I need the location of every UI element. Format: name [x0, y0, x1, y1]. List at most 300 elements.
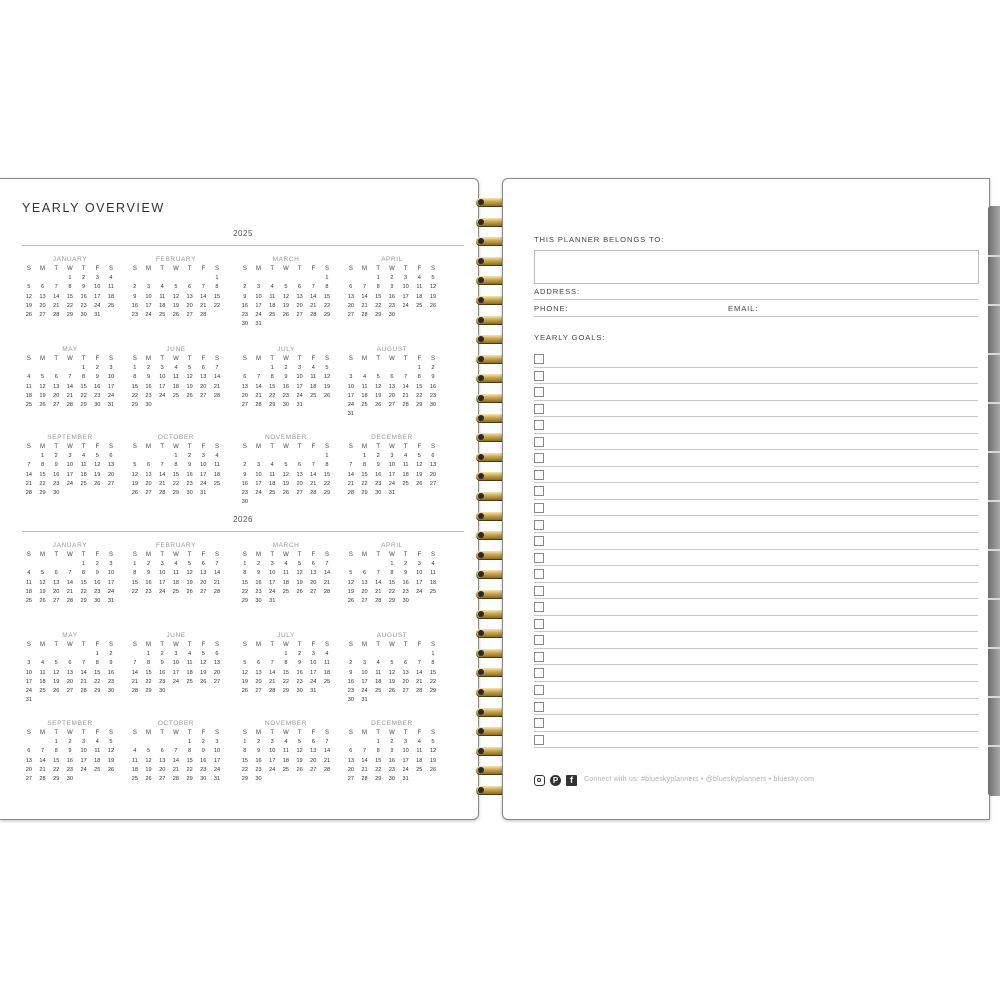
day-number: 29: [361, 489, 368, 496]
day-number: 27: [213, 678, 221, 685]
day-number: 28: [200, 311, 207, 318]
goal-row[interactable]: [534, 665, 978, 682]
day-number: 31: [388, 489, 396, 496]
goal-checkbox[interactable]: [534, 602, 544, 612]
day-number: 17: [388, 471, 396, 478]
blank-day: [252, 452, 266, 461]
goal-checkbox[interactable]: [534, 503, 544, 513]
day-number: 6: [404, 660, 408, 667]
goal-checkbox[interactable]: [534, 718, 544, 728]
blank-day: [63, 560, 77, 569]
goal-row[interactable]: [534, 483, 978, 500]
day-number: 13: [200, 570, 207, 577]
weekday-header: S: [348, 356, 353, 362]
day-number: 27: [107, 480, 115, 487]
day-number: 9: [404, 570, 408, 577]
day-number: 12: [416, 462, 423, 469]
day-number: 7: [325, 739, 329, 746]
day-number: 6: [256, 660, 261, 667]
day-number: 9: [284, 374, 288, 381]
day-number: 24: [107, 588, 115, 595]
day-number: 23: [66, 766, 74, 773]
weekday-header: W: [67, 730, 73, 736]
open-planner: [0, 178, 1000, 820]
blank-day: [344, 560, 358, 569]
day-number: 28: [361, 775, 368, 782]
goal-checkbox[interactable]: [534, 668, 544, 678]
weekday-header: M: [40, 356, 46, 362]
day-number: 1: [390, 561, 394, 568]
day-number: 6: [109, 453, 113, 460]
goal-checkbox[interactable]: [534, 586, 544, 596]
instagram-icon[interactable]: [534, 775, 545, 786]
day-number: 14: [213, 570, 221, 577]
goal-checkbox[interactable]: [534, 437, 544, 447]
day-number: 25: [269, 489, 276, 496]
day-number: 26: [145, 775, 152, 782]
pinterest-icon[interactable]: P: [550, 775, 561, 786]
goal-row[interactable]: [534, 550, 978, 567]
day-number: 9: [109, 660, 113, 667]
goal-checkbox[interactable]: [534, 536, 544, 546]
tab-divider: [988, 598, 1000, 600]
blank-day: [344, 452, 358, 461]
phone-email-line[interactable]: [534, 316, 978, 317]
day-number: 18: [282, 757, 290, 764]
day-number: 3: [109, 365, 113, 372]
day-number: 31: [296, 401, 303, 408]
day-number: 28: [80, 687, 87, 694]
weekday-header: S: [108, 642, 113, 648]
goal-row[interactable]: [534, 616, 978, 633]
day-number: 9: [243, 293, 247, 300]
day-number: 23: [255, 588, 262, 595]
day-number: 1: [82, 561, 86, 568]
day-number: 3: [109, 561, 113, 568]
day-number: 7: [27, 462, 31, 469]
day-number: 4: [109, 275, 113, 282]
weekday-header: S: [214, 266, 219, 272]
day-number: 5: [284, 462, 288, 469]
day-number: 5: [325, 365, 329, 372]
day-number: 14: [213, 374, 221, 381]
day-number: 8: [243, 570, 247, 577]
blank-day: [293, 274, 307, 283]
goal-checkbox[interactable]: [534, 420, 544, 430]
day-number: 4: [27, 374, 31, 381]
day-number: 2: [349, 660, 353, 667]
day-number: 29: [39, 489, 46, 496]
day-number: 28: [255, 401, 262, 408]
day-number: 19: [39, 588, 46, 595]
day-number: 22: [323, 480, 331, 487]
day-number: 19: [429, 293, 437, 300]
day-number: 3: [362, 660, 367, 667]
blank-day: [265, 650, 279, 659]
month-name: JULY: [277, 346, 295, 353]
day-number: 26: [416, 480, 423, 487]
day-number: 17: [200, 471, 207, 478]
goal-checkbox[interactable]: [534, 635, 544, 645]
weekday-header: M: [256, 552, 262, 558]
day-number: 20: [66, 678, 74, 685]
day-number: 9: [95, 374, 99, 381]
day-number: 4: [311, 365, 315, 372]
day-number: 25: [310, 392, 317, 399]
day-number: 15: [241, 757, 248, 764]
day-number: 1: [188, 739, 192, 746]
goal-checkbox[interactable]: [534, 702, 544, 712]
day-number: 16: [145, 383, 152, 390]
weekday-header: T: [376, 552, 381, 558]
day-number: 21: [213, 383, 221, 390]
day-number: 10: [159, 570, 166, 577]
day-number: 4: [82, 453, 86, 460]
blank-day: [196, 274, 210, 283]
day-number: 11: [173, 374, 179, 381]
weekday-header: W: [283, 552, 289, 558]
day-number: 15: [375, 293, 382, 300]
blank-day: [49, 274, 63, 283]
goal-checkbox[interactable]: [534, 486, 544, 496]
day-number: 18: [172, 383, 180, 390]
day-number: 30: [145, 401, 152, 408]
goal-row[interactable]: [534, 417, 978, 434]
day-number: 5: [27, 284, 31, 291]
blank-day: [279, 452, 293, 461]
day-number: 2: [243, 284, 247, 291]
goal-row[interactable]: [534, 500, 978, 517]
day-number: 26: [388, 687, 396, 694]
day-number: 8: [54, 748, 58, 755]
weekday-header: S: [214, 552, 219, 558]
day-number: 21: [323, 757, 331, 764]
weekday-header: S: [214, 356, 219, 362]
weekday-header: F: [311, 552, 316, 558]
goal-row[interactable]: [534, 401, 978, 418]
goal-row[interactable]: [534, 368, 978, 385]
day-number: 18: [310, 383, 317, 390]
month-name: JANUARY: [52, 256, 88, 263]
day-number: 24: [269, 588, 276, 595]
day-number: 25: [269, 311, 276, 318]
day-number: 11: [80, 462, 87, 469]
blank-day: [128, 274, 142, 283]
belongs-to-label: THIS PLANNER BELONGS TO:: [534, 235, 665, 244]
weekday-header: T: [376, 730, 381, 736]
day-number: 11: [131, 757, 138, 764]
day-number: 17: [361, 678, 368, 685]
day-number: 10: [269, 748, 276, 755]
month-name: JUNE: [166, 346, 186, 353]
blank-day: [344, 274, 358, 283]
blank-day: [22, 650, 36, 659]
weekday-header: S: [348, 266, 353, 272]
goal-checkbox[interactable]: [534, 652, 544, 662]
goal-checkbox[interactable]: [534, 569, 544, 579]
day-number: 31: [255, 321, 262, 328]
goal-checkbox[interactable]: [534, 520, 544, 530]
day-number: 15: [131, 579, 138, 586]
weekday-header: T: [54, 266, 59, 272]
weekday-header: W: [389, 444, 395, 450]
day-number: 11: [25, 579, 32, 586]
month-day-grid: [344, 551, 440, 606]
day-number: 11: [310, 374, 317, 381]
goal-checkbox[interactable]: [534, 735, 544, 745]
day-number: 10: [107, 570, 115, 577]
day-number: 29: [269, 401, 276, 408]
day-number: 5: [390, 660, 394, 667]
weekday-header: S: [132, 552, 137, 558]
day-number: 5: [243, 660, 247, 667]
day-number: 17: [94, 293, 101, 300]
day-number: 2: [256, 561, 261, 568]
day-number: 29: [429, 687, 437, 694]
day-number: 15: [39, 471, 46, 478]
day-number: 1: [82, 365, 86, 372]
day-number: 11: [402, 462, 409, 469]
goal-checkbox[interactable]: [534, 470, 544, 480]
goal-checkbox[interactable]: [534, 354, 544, 364]
day-number: 8: [82, 374, 86, 381]
weekday-header: M: [40, 444, 46, 450]
day-number: 5: [201, 651, 205, 658]
day-number: 14: [66, 383, 74, 390]
blank-day: [358, 738, 372, 747]
day-number: 13: [107, 462, 115, 469]
day-number: 10: [402, 748, 409, 755]
day-number: 8: [431, 660, 435, 667]
day-number: 11: [375, 669, 382, 676]
day-number: 24: [159, 588, 166, 595]
day-number: 19: [375, 392, 382, 399]
month-calendar: [22, 719, 118, 784]
goal-row[interactable]: [534, 632, 978, 649]
blank-day: [412, 650, 426, 659]
month-calendar: [128, 255, 224, 320]
day-number: 19: [172, 302, 180, 309]
day-number: 3: [256, 284, 261, 291]
day-number: 3: [270, 561, 274, 568]
weekday-header: T: [376, 266, 381, 272]
day-number: 6: [349, 284, 353, 291]
day-number: 8: [284, 660, 288, 667]
day-number: 22: [323, 302, 331, 309]
day-number: 3: [417, 561, 421, 568]
day-number: 17: [80, 757, 87, 764]
day-number: 27: [361, 597, 368, 604]
weekday-header: M: [146, 642, 152, 648]
weekday-header: W: [389, 356, 395, 362]
goal-row[interactable]: [534, 715, 978, 732]
day-number: 8: [390, 570, 394, 577]
day-number: 19: [323, 383, 331, 390]
day-number: 13: [429, 462, 437, 469]
goal-row[interactable]: [534, 649, 978, 666]
blank-day: [252, 274, 266, 283]
day-number: 27: [296, 489, 303, 496]
goal-row[interactable]: [534, 533, 978, 550]
day-number: 19: [282, 480, 290, 487]
day-number: 12: [186, 374, 193, 381]
day-number: 5: [284, 284, 288, 291]
day-number: 23: [255, 766, 262, 773]
day-number: 16: [159, 669, 166, 676]
day-number: 3: [82, 739, 86, 746]
weekday-header: T: [81, 444, 86, 450]
weekday-header: W: [389, 552, 395, 558]
month-calendar: [238, 631, 334, 696]
weekday-header: S: [108, 730, 113, 736]
goal-row[interactable]: [534, 566, 978, 583]
day-number: 3: [270, 739, 274, 746]
year-label: 2026: [233, 515, 253, 524]
day-number: 8: [133, 570, 137, 577]
day-number: 6: [243, 374, 247, 381]
day-number: 14: [269, 669, 276, 676]
goal-checkbox[interactable]: [534, 619, 544, 629]
day-number: 10: [145, 293, 152, 300]
month-day-grid: [238, 443, 334, 507]
day-number: 22: [429, 678, 437, 685]
goal-checkbox[interactable]: [534, 404, 544, 414]
address-line[interactable]: [534, 299, 978, 300]
day-number: 21: [323, 579, 331, 586]
day-number: 30: [94, 401, 101, 408]
day-number: 10: [159, 374, 166, 381]
day-number: 1: [40, 453, 45, 460]
day-number: 7: [160, 462, 164, 469]
day-number: 21: [361, 302, 368, 309]
day-number: 10: [94, 284, 101, 291]
day-number: 10: [388, 462, 396, 469]
day-number: 28: [66, 597, 74, 604]
day-number: 4: [95, 739, 99, 746]
weekday-header: W: [173, 642, 179, 648]
day-number: 25: [282, 766, 290, 773]
goal-row[interactable]: [534, 583, 978, 600]
day-number: 25: [361, 401, 368, 408]
month-day-grid: [22, 443, 118, 498]
goal-row[interactable]: [534, 450, 978, 467]
blank-day: [344, 364, 358, 373]
goal-row[interactable]: [534, 599, 978, 616]
weekday-header: S: [242, 356, 247, 362]
goal-row[interactable]: [534, 384, 978, 401]
day-number: 15: [416, 383, 423, 390]
goal-checkbox[interactable]: [534, 453, 544, 463]
day-number: 16: [107, 669, 115, 676]
month-name: MARCH: [272, 256, 300, 263]
day-number: 23: [107, 678, 115, 685]
goal-row[interactable]: [534, 467, 978, 484]
day-number: 11: [39, 669, 46, 676]
day-number: 25: [186, 678, 193, 685]
day-number: 3: [215, 739, 219, 746]
day-number: 5: [146, 748, 151, 755]
goal-checkbox[interactable]: [534, 387, 544, 397]
goal-row[interactable]: [534, 434, 978, 451]
facebook-icon[interactable]: f: [566, 775, 577, 786]
day-number: 28: [375, 597, 382, 604]
day-number: 2: [82, 275, 86, 282]
goal-row[interactable]: [534, 351, 978, 368]
day-number: 3: [404, 275, 408, 282]
blank-day: [385, 650, 399, 659]
weekday-header: S: [242, 642, 247, 648]
goal-row[interactable]: [534, 517, 978, 534]
day-number: 31: [25, 697, 32, 704]
day-number: 29: [66, 311, 74, 318]
day-number: 4: [174, 561, 178, 568]
month-tabs[interactable]: [988, 206, 1000, 796]
day-number: 2: [256, 739, 261, 746]
owner-name-box[interactable]: [534, 250, 979, 284]
day-number: 12: [282, 471, 290, 478]
month-calendar: [344, 631, 440, 705]
day-number: 6: [201, 561, 205, 568]
weekday-header: S: [348, 444, 353, 450]
goal-checkbox[interactable]: [534, 685, 544, 695]
day-number: 29: [282, 687, 290, 694]
day-number: 23: [94, 588, 101, 595]
goal-row[interactable]: [534, 699, 978, 716]
day-number: 24: [296, 392, 303, 399]
day-number: 23: [94, 392, 101, 399]
weekday-header: S: [242, 444, 247, 450]
day-number: 13: [255, 669, 262, 676]
day-number: 19: [107, 757, 115, 764]
weekday-header: F: [201, 730, 206, 736]
day-number: 21: [200, 302, 207, 309]
day-number: 10: [416, 570, 423, 577]
goal-checkbox[interactable]: [534, 553, 544, 563]
day-number: 18: [402, 471, 409, 478]
blank-day: [128, 650, 142, 659]
day-number: 26: [186, 588, 193, 595]
year-divider: [22, 245, 464, 246]
day-number: 15: [361, 471, 368, 478]
day-number: 9: [256, 748, 261, 755]
goal-checkbox[interactable]: [534, 371, 544, 381]
day-number: 30: [94, 597, 101, 604]
weekday-header: T: [270, 552, 275, 558]
goal-row[interactable]: [534, 732, 978, 749]
day-number: 30: [255, 597, 262, 604]
day-number: 5: [431, 275, 435, 282]
goal-row[interactable]: [534, 682, 978, 699]
weekday-header: W: [283, 730, 289, 736]
day-number: 25: [375, 687, 382, 694]
day-number: 8: [133, 374, 137, 381]
day-number: 28: [416, 687, 423, 694]
day-number: 19: [296, 757, 303, 764]
weekday-header: T: [160, 356, 165, 362]
day-number: 26: [282, 489, 290, 496]
goal-line: [534, 747, 978, 748]
day-number: 12: [200, 660, 207, 667]
day-number: 3: [160, 365, 164, 372]
weekday-header: W: [283, 642, 289, 648]
day-number: 8: [95, 660, 99, 667]
day-number: 22: [375, 766, 382, 773]
day-number: 20: [310, 579, 317, 586]
day-number: 15: [94, 669, 101, 676]
day-number: 23: [388, 302, 396, 309]
month-calendar: [344, 719, 440, 784]
day-number: 4: [325, 651, 329, 658]
